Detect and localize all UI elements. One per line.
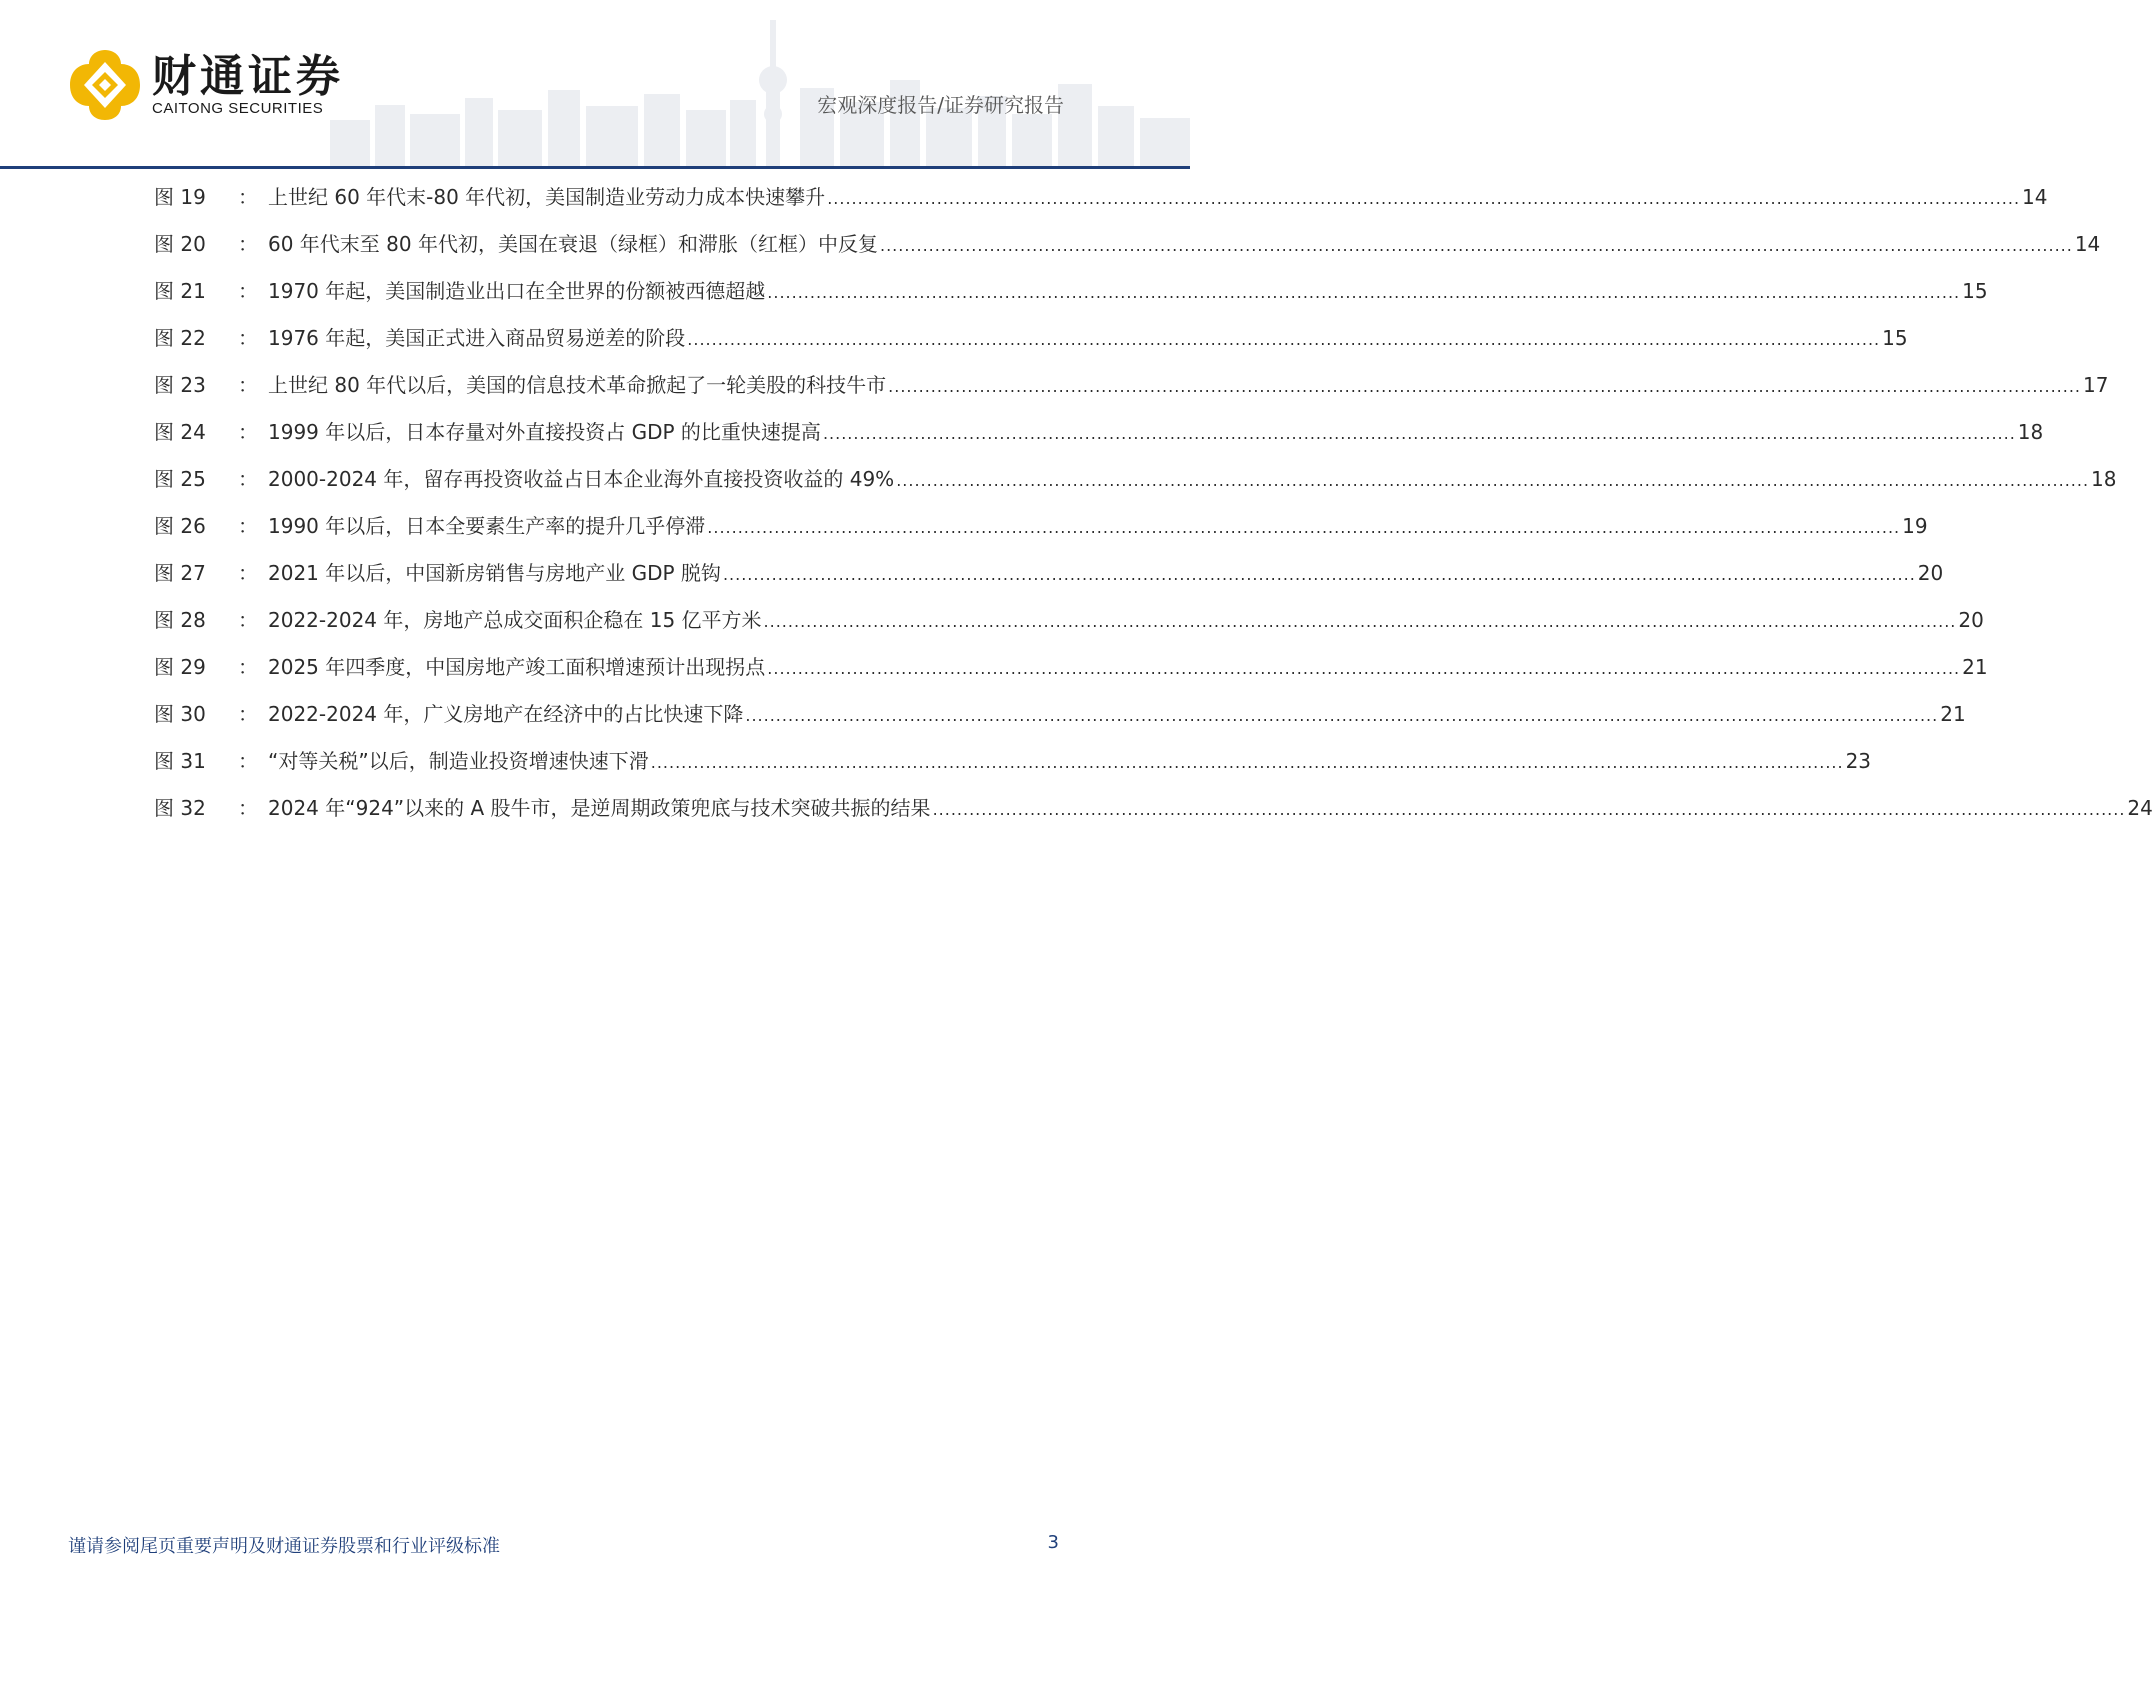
- page-ref: 14: [2074, 232, 2101, 256]
- figure-title: 1999 年以后，日本存量对外直接投资占 GDP 的比重快速提高: [268, 420, 821, 444]
- label-colon: ：: [238, 796, 258, 820]
- page-ref: 21: [1940, 702, 1966, 726]
- toc-entry[interactable]: [154, 745, 1872, 792]
- figure-label: 图 27: [154, 561, 206, 585]
- toc-entry[interactable]: [154, 369, 2109, 416]
- toc-entry[interactable]: [154, 228, 2101, 275]
- figure-label: 图 24: [154, 420, 206, 444]
- dot-leader: [767, 659, 1960, 678]
- page-ref: 15: [1882, 326, 1908, 350]
- label-colon: ：: [238, 467, 258, 491]
- page-ref: 19: [1902, 514, 1928, 538]
- toc-entry[interactable]: [154, 698, 1966, 745]
- figure-label: 图 20: [154, 232, 206, 256]
- page-number: 3: [1047, 1532, 1059, 1553]
- dot-leader: [651, 753, 1844, 772]
- figure-label: 图 30: [154, 702, 206, 726]
- figure-label: 图 28: [154, 608, 206, 632]
- page-ref: 17: [2083, 373, 2109, 397]
- figure-label: 图 23: [154, 373, 206, 397]
- figure-label: 图 32: [154, 796, 206, 820]
- toc-entry[interactable]: [154, 181, 2048, 228]
- figure-title: 2022-2024 年，房地产总成交面积企稳在 15 亿平方米: [268, 608, 762, 632]
- page-ref: 21: [1962, 655, 1988, 679]
- brand-name-en: CAITONG SECURITIES: [152, 100, 324, 117]
- dot-leader: [723, 565, 1916, 584]
- figure-title: 1976 年起，美国正式进入商品贸易逆差的阶段: [268, 326, 686, 350]
- label-colon: ：: [238, 279, 258, 303]
- toc-entry[interactable]: [154, 604, 1984, 651]
- label-colon: ：: [238, 326, 258, 350]
- brand-name-cn: 财通证券: [152, 51, 344, 102]
- page-ref: 14: [2022, 185, 2048, 209]
- figure-list: [154, 181, 2153, 839]
- figure-label: 图 22: [154, 326, 206, 350]
- label-colon: ：: [238, 608, 258, 632]
- figure-label: 图 31: [154, 749, 206, 773]
- figure-title: 上世纪 60 年代末-80 年代初，美国制造业劳动力成本快速攀升: [268, 185, 826, 209]
- label-colon: ：: [238, 702, 258, 726]
- label-colon: ：: [238, 232, 258, 256]
- label-colon: ：: [238, 373, 258, 397]
- page-ref: 18: [2017, 420, 2044, 444]
- figure-title: 2024 年“924”以来的 A 股牛市，是逆周期政策兜底与技术突破共振的结果: [268, 796, 931, 820]
- toc-entry[interactable]: [154, 275, 1988, 322]
- figure-title: 2022-2024 年，广义房地产在经济中的占比快速下降: [268, 702, 744, 726]
- dot-leader: [933, 800, 2126, 819]
- figure-label: 图 26: [154, 514, 206, 538]
- label-colon: ：: [238, 749, 258, 773]
- dot-leader: [687, 330, 1880, 349]
- toc-entry[interactable]: [154, 792, 2153, 839]
- toc-entry[interactable]: [154, 322, 1908, 369]
- figure-title: 2021 年以后，中国新房销售与房地产业 GDP 脱钩: [268, 561, 721, 585]
- dot-leader: [707, 518, 1900, 537]
- caitong-logo: [68, 48, 142, 122]
- toc-entry[interactable]: [154, 651, 1988, 698]
- dot-leader: [745, 706, 1938, 725]
- figure-title: 2025 年四季度，中国房地产竣工面积增速预计出现拐点: [268, 655, 766, 679]
- figure-label: 图 21: [154, 279, 206, 303]
- dot-leader: [896, 471, 2089, 490]
- figure-label: 图 29: [154, 655, 206, 679]
- figure-label: 图 25: [154, 467, 206, 491]
- dot-leader: [823, 424, 2016, 443]
- label-colon: ：: [238, 514, 258, 538]
- label-colon: ：: [238, 655, 258, 679]
- page-ref: 24: [2127, 796, 2153, 820]
- label-colon: ：: [238, 561, 258, 585]
- figure-title: 2000-2024 年，留存再投资收益占日本企业海外直接投资收益的 49%: [268, 467, 895, 491]
- page-ref: 20: [1958, 608, 1984, 632]
- page-ref: 15: [1962, 279, 1988, 303]
- dot-leader: [767, 283, 1960, 302]
- figure-title: 1970 年起，美国制造业出口在全世界的份额被西德超越: [268, 279, 766, 303]
- figure-title: 上世纪 80 年代以后，美国的信息技术革命掀起了一轮美股的科技牛市: [268, 373, 887, 397]
- dot-leader: [880, 236, 2073, 255]
- toc-entry[interactable]: [154, 416, 2044, 463]
- label-colon: ：: [238, 185, 258, 209]
- page-ref: 23: [1845, 749, 1872, 773]
- toc-entry[interactable]: [154, 463, 2117, 510]
- figure-title: 1990 年以后，日本全要素生产率的提升几乎停滞: [268, 514, 706, 538]
- toc-entry[interactable]: [154, 510, 1928, 557]
- page-ref: 20: [1917, 561, 1944, 585]
- figure-title: “对等关税”以后，制造业投资增速快速下滑: [268, 749, 649, 773]
- dot-leader: [764, 612, 1957, 631]
- dot-leader: [827, 189, 2020, 208]
- figure-title: 60 年代末至 80 年代初，美国在衰退（绿框）和滞胀（红框）中反复: [268, 232, 878, 256]
- label-colon: ：: [238, 420, 258, 444]
- page-ref: 18: [2091, 467, 2117, 491]
- figure-label: 图 19: [154, 185, 206, 209]
- header-divider: [0, 166, 1190, 169]
- toc-entry[interactable]: [154, 557, 1944, 604]
- report-type: 宏观深度报告/证券研究报告: [817, 93, 1064, 117]
- dot-leader: [888, 377, 2081, 396]
- page-header: [0, 0, 1190, 170]
- skyline-watermark: [330, 10, 1190, 166]
- disclaimer-footer: 谨请参阅尾页重要声明及财通证券股票和行业评级标准: [68, 1536, 500, 1557]
